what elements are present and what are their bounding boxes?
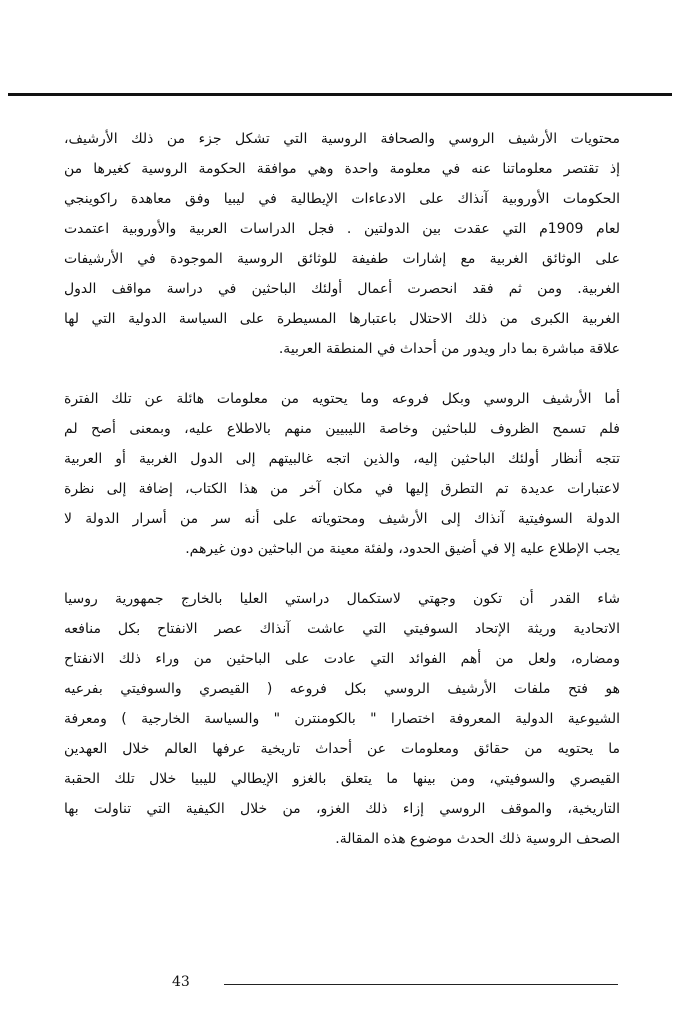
text-line: إذ تقتصر معلوماتنا عنه في معلومة واحدة وهي موافقة الحكومة الروسية كغيرها من	[64, 161, 620, 177]
text-line: أما الأرشيف الروسي وبكل فروعه وما يحتويه من معلومات هائلة عن تلك الفترة	[64, 391, 620, 407]
text-line: الغربية الكبرى من ذلك الاحتلال باعتبارها المسيطرة على السياسة الدولية التي لها	[64, 311, 620, 327]
text-line: فلم تسمح الظروف للباحثين وخاصة الليبيين منهم بالاطلاع عليه، وبمعنى أصح لم	[64, 421, 620, 437]
text-line: على الوثائق الغربية مع إشارات طفيفة للوثائق الروسية الموجودة في الأرشيفات	[64, 251, 620, 267]
header-rule	[8, 93, 672, 96]
text-line: الاتحادية وريثة الإتحاد السوفيتي التي عاشت آنذاك عصر الانفتاح بكل منافعه	[64, 621, 620, 637]
text-line: ما يحتويه من حقائق ومعلومات عن أحداث تاريخية عرفها العالم خلال العهدين	[64, 741, 620, 757]
text-line: محتويات الأرشيف الروسي والصحافة الروسية التي تشكل جزء من ذلك الأرشيف،	[64, 131, 620, 147]
text-line: الصحف الروسية ذلك الحدث موضوع هذه المقالة.	[335, 831, 620, 847]
text-line: الشيوعية الدولية المعروفة اختصارا " بالكومنترن " والسياسة الخارجية ) ومعرفة	[64, 711, 620, 727]
text-line: تتجه أنظار أولئك الباحثين إليه، والذين اتجه غالبيتهم إلى الدول الغربية أو العربية	[64, 451, 620, 467]
text-line: شاء القدر أن تكون وجهتي لاستكمال دراستي العليا بالخارج جمهورية روسيا	[64, 591, 620, 607]
text-line: الدولة السوفيتية آنذاك إلى الأرشيف ومحتوياته على أنه سر من أسرار الدولة لا	[64, 511, 620, 527]
footer-rule	[224, 984, 618, 985]
text-line: ومضاره، ولعل من أهم الفوائد التي عادت على الباحثين من وراء ذلك الانفتاح	[64, 651, 620, 667]
page-body	[64, 124, 620, 874]
text-line: يجب الإطلاع عليه إلا في أضيق الحدود، ولفئة معينة من الباحثين دون غيرهم.	[185, 541, 620, 557]
paragraph-1	[64, 124, 620, 364]
page-number: 43	[172, 974, 190, 990]
text-line: الحكومات الأوروبية آنذاك على الادعاءات الإيطالية في ليبيا وفق معاهدة راكوينجي	[64, 191, 620, 207]
text-line: القيصري والسوفيتي، ومن بينها ما يتعلق بالغزو الإيطالي لليبيا خلال تلك الحقبة	[64, 771, 620, 787]
text-line: هو فتح ملفات الأرشيف الروسي بكل فروعه ( القيصري والسوفيتي بفرعيه	[64, 681, 620, 697]
paragraph-3	[64, 584, 620, 854]
paragraph-2	[64, 384, 620, 564]
text-line: لاعتبارات عديدة تم التطرق إليها في مكان آخر من هذا الكتاب، إضافة إلى نظرة	[64, 481, 620, 497]
text-line: لعام 1909م التي عقدت بين الدولتين . فجل الدراسات العربية والأوروبية اعتمدت	[64, 221, 620, 237]
text-line: التاريخية، والموقف الروسي إزاء ذلك الغزو، من خلال الكيفية التي تناولت بها	[64, 801, 620, 817]
text-line: الغربية. ومن ثم فقد انحصرت أعمال أولئك الباحثين في دراسة مواقف الدول	[64, 281, 620, 297]
text-line: علاقة مباشرة بما دار ويدور من أحداث في المنطقة العربية.	[278, 341, 620, 357]
